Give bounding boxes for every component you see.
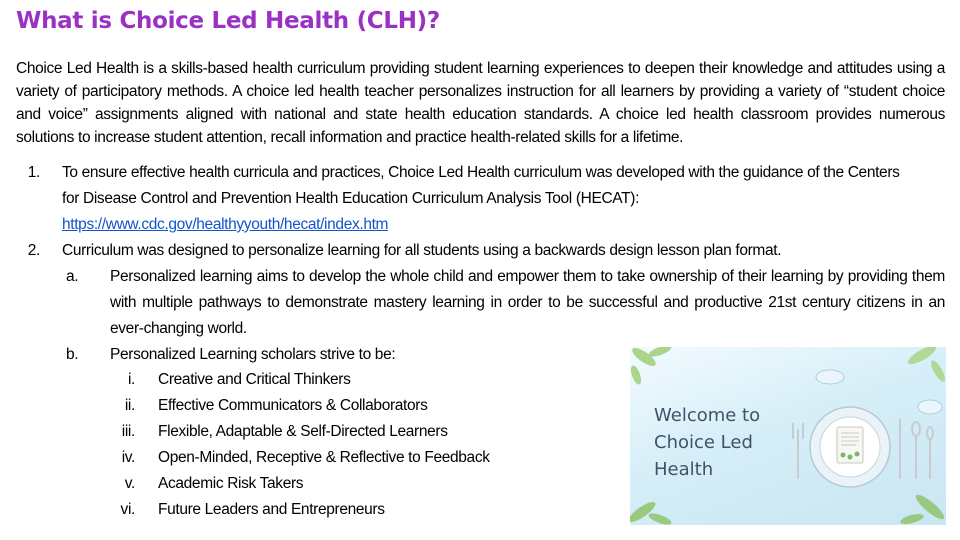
- hecat-link[interactable]: https://www.cdc.gov/healthyyouth/hecat/index.htm: [62, 216, 389, 233]
- intro-paragraph: Choice Led Health is a skills-based health curriculum providing student learning experiences to deepen their knowledge and attitudes using a variety of participatory methods. A choice led health teacher personalizes instruction for all learners by providing a variety of “student choice and voice” assignments aligned with national and state health education standards. A choice led health classroom provides numerous solutions to increase student attention, recall information and practice health-related skills for a lifetime.: [16, 60, 945, 146]
- roman-item-text: Academic Risk Takers: [158, 475, 304, 492]
- roman-item-text: Open-Minded, Receptive & Reflective to Feedback: [158, 449, 490, 466]
- list-item-text: Curriculum was designed to personalize learning for all students using a backwards design lesson plan format.: [62, 242, 782, 259]
- sub-list-item-text: Personalized Learning scholars strive to be:: [110, 346, 396, 363]
- roman-marker: iii.: [121, 423, 135, 440]
- welcome-caption: Welcome to Choice Led Health: [654, 405, 761, 480]
- roman-marker: v.: [124, 475, 135, 492]
- sub-list-item-text: Personalized learning aims to develop the whole child and empower them to take ownership of their learning by providing them with multiple pathways to demonstrate mastery learning in order to be successful and productive 21st century citizens in an ever-changing world.: [110, 268, 945, 337]
- roman-marker: vi.: [120, 501, 135, 518]
- list-marker: 2.: [27, 242, 40, 259]
- sub-list-marker: a.: [66, 268, 79, 285]
- list-item-text: To ensure effective health curricula and practices, Choice Led Health curriculum was developed with the guidance of the Centers: [62, 164, 900, 181]
- welcome-illustration: [630, 347, 946, 525]
- roman-item-text: Effective Communicators & Collaborators: [158, 397, 428, 414]
- roman-marker: i.: [127, 371, 135, 388]
- roman-item-text: Future Leaders and Entrepreneurs: [158, 501, 385, 518]
- sub-list-marker: b.: [66, 346, 79, 363]
- roman-item-text: Creative and Critical Thinkers: [158, 371, 351, 388]
- slide-title: What is Choice Led Health (CLH)?: [16, 8, 440, 34]
- roman-item-text: Flexible, Adaptable & Self-Directed Learners: [158, 423, 448, 440]
- list-item-text: for Disease Control and Prevention Health Education Curriculum Analysis Tool (HECAT):: [62, 190, 640, 207]
- list-marker: 1.: [27, 164, 40, 181]
- roman-marker: iv.: [121, 449, 135, 466]
- roman-marker: ii.: [124, 397, 135, 414]
